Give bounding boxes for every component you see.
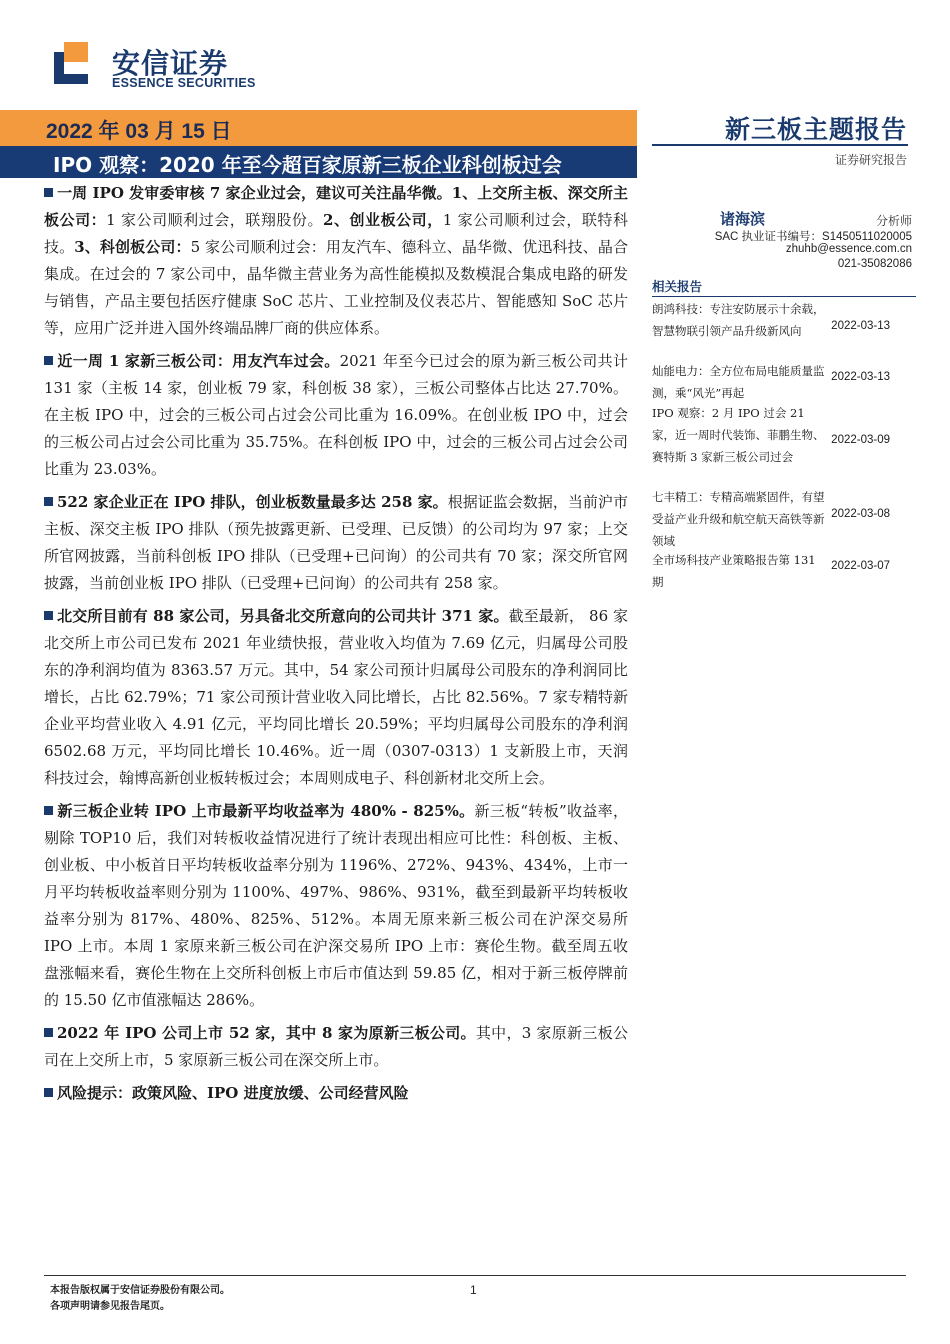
- bullet-square-icon: [44, 356, 53, 365]
- analyst-email[interactable]: zhuhb@essence.com.cn: [785, 243, 912, 255]
- analyst-role: 分析师: [875, 214, 912, 228]
- divider: [652, 296, 916, 297]
- related-report-item[interactable]: [652, 486, 918, 552]
- logo-name-cn: 安信证券: [112, 47, 229, 80]
- related-report-title[interactable]: 七丰精工：专精高端紧固件，有望受益产业升级和航空航天高铁等新领域: [652, 490, 825, 548]
- analyst-name: 诸海滨: [720, 210, 766, 228]
- related-report-title[interactable]: 灿能电力：全方位布局电能质量监测，乘“风光”再起: [652, 364, 825, 400]
- bullet-square-icon: [44, 1028, 53, 1037]
- related-report-date: 2022-03-09: [831, 434, 890, 446]
- footer-divider: [44, 1275, 906, 1276]
- related-report-title[interactable]: 全市场科技产业策略报告第 131 期: [652, 553, 816, 589]
- report-date: 2022 年 03 月 15 日: [46, 120, 232, 143]
- related-report-date: 2022-03-13: [831, 371, 890, 383]
- summary-paragraph: 522 家企业正在 IPO 排队，创业板数量最多达 258 家。根据证监会数据，当前沪市主板、深交主板 IPO 排队（预先披露更新、已受理、已反馈）的公司均为 97 家；上交所官网披露，当前科创板 IPO 排队（已受理+已问询）的公司共有 70 家；深交所官网披露，当前创业板 IPO 排队（已受理+已问询）的公司共有 258 家。: [44, 493, 628, 592]
- footer-disclaimer: 各项声明请参见报告尾页。: [50, 1301, 170, 1312]
- related-report-item[interactable]: [652, 549, 918, 593]
- bullet-square-icon: [44, 611, 53, 620]
- related-report-date: 2022-03-08: [831, 508, 890, 520]
- footer-copyright: 本报告版权属于安信证券股份有限公司。: [50, 1285, 230, 1296]
- report-type: 新三板主题报告: [724, 115, 907, 144]
- report-subtype: 证券研究报告: [834, 153, 907, 167]
- risk-warning: 风险提示：政策风险、IPO 进度放缓、公司经营风险: [44, 1080, 628, 1107]
- summary-paragraph: 新三板企业转 IPO 上市最新平均收益率为 480% - 825%。新三板“转板”收益率，剔除 TOP10 后，我们对转板收益情况进行了统计表现出相应可比性：科创板、主板、创业板、中小板首日平均转板收益率分别为 1196%、272%、943%、434%，上市一月平均转板收益率则分别为 1100%、497%、986%、931%，截至到最新平均转板收益率分别为 817%、480%、825%、512%。本周无原来新三板公司在沪深交易所 IPO 上市。本周 1 家原来新三板公司在沪深交易所 IPO 上市：赛伦生物。截至周五收盘涨幅来看，赛伦生物在上交所科创板上市后市值达到 59.85 亿，相对于新三板停牌前的 15.50 亿市值涨幅达 286%。: [44, 802, 628, 1009]
- bullet-square-icon: [44, 806, 53, 815]
- analyst-sac: SAC 执业证书编号：S1450511020005: [714, 231, 912, 243]
- related-report-item[interactable]: [652, 402, 918, 468]
- related-report-title[interactable]: IPO 观察：2 月 IPO 过会 21 家，近一周时代装饰、菲鹏生物、赛特斯 3 家新三板公司过会: [652, 406, 825, 464]
- logo-name-en: ESSENCE SECURITIES: [112, 76, 256, 90]
- analyst-phone: 021-35082086: [837, 258, 912, 270]
- related-report-date: 2022-03-07: [831, 560, 890, 572]
- report-body: [44, 180, 628, 1113]
- summary-paragraph: 北交所目前有 88 家公司，另具备北交所意向的公司共计 371 家。截至最新， 86 家北交所上市公司已发布 2021 年业绩快报，营业收入均值为 7.69 亿元，归属母公司股东的净利润均值为 8363.57 万元。其中，54 家公司预计归属母公司股东的净利润同比增长，占比 62.79%；71 家公司预计营业收入同比增长，占比 82.56%。7 家专精特新企业平均营业收入 4.91 亿元，平均同比增长 20.59%；平均归属母公司股东的净利润 6502.68 万元，平均同比增长 10.46%。近一周（0307-0313）1 支新股上市，天润科技过会，翰博高新创业板转板过会；本周则成电子、科创新材北交所上会。: [44, 607, 628, 787]
- summary-paragraph: 一周 IPO 发审委审核 7 家企业过会，建议可关注晶华微。1、上交所主板、深交所主板公司：1 家公司顺利过会，联翔股份。2、创业板公司，1 家公司顺利过会，联特科技。3、科创板公司：5 家公司顺利过会：用友汽车、德科立、晶华微、优迅科技、晶合集成。在过会的 7 家公司中，晶华微主营业务为高性能模拟及数模混合集成电路的研发与销售，产品主要包括医疗健康 SoC 芯片、工业控制及仪表芯片、智能感知 SoC 芯片等，应用广泛并进入国外终端品牌厂商的供应体系。: [44, 184, 628, 337]
- related-report-item[interactable]: [652, 298, 918, 342]
- summary-paragraph: 2022 年 IPO 公司上市 52 家，其中 8 家为原新三板公司。其中，3 家原新三板公司在上交所上市，5 家原新三板公司在深交所上市。: [44, 1024, 629, 1069]
- related-report-date: 2022-03-13: [831, 320, 890, 332]
- page-title: IPO 观察：2020 年至今超百家原新三板企业科创板过会: [53, 153, 562, 177]
- related-report-title[interactable]: 朗鸿科技：专注安防展示十余载，智慧物联引领产品升级新风向: [652, 302, 825, 338]
- page-number: 1: [470, 1283, 477, 1297]
- summary-paragraph: 近一周 1 家新三板公司：用友汽车过会。2021 年至今已过会的原为新三板公司共计 131 家（主板 14 家，创业板 79 家，科创板 38 家），三板公司整体占比达 27.70%。在主板 IPO 中，过会的三板公司占过会公司比重为 16.09%。在创业板 IPO 中，过会的三板公司占过会公司比重为 35.75%。在科创板 IPO 中，过会的三板公司占过会公司比重为 23.03%。: [44, 352, 628, 478]
- logo-mark-icon: [50, 40, 94, 88]
- company-logo: [50, 40, 256, 92]
- bullet-square-icon: [44, 497, 53, 506]
- bullet-square-icon: [44, 188, 53, 197]
- related-reports-heading: 相关报告: [652, 279, 703, 294]
- bullet-square-icon: [44, 1088, 53, 1097]
- divider: [652, 144, 908, 146]
- related-report-item[interactable]: [652, 360, 918, 404]
